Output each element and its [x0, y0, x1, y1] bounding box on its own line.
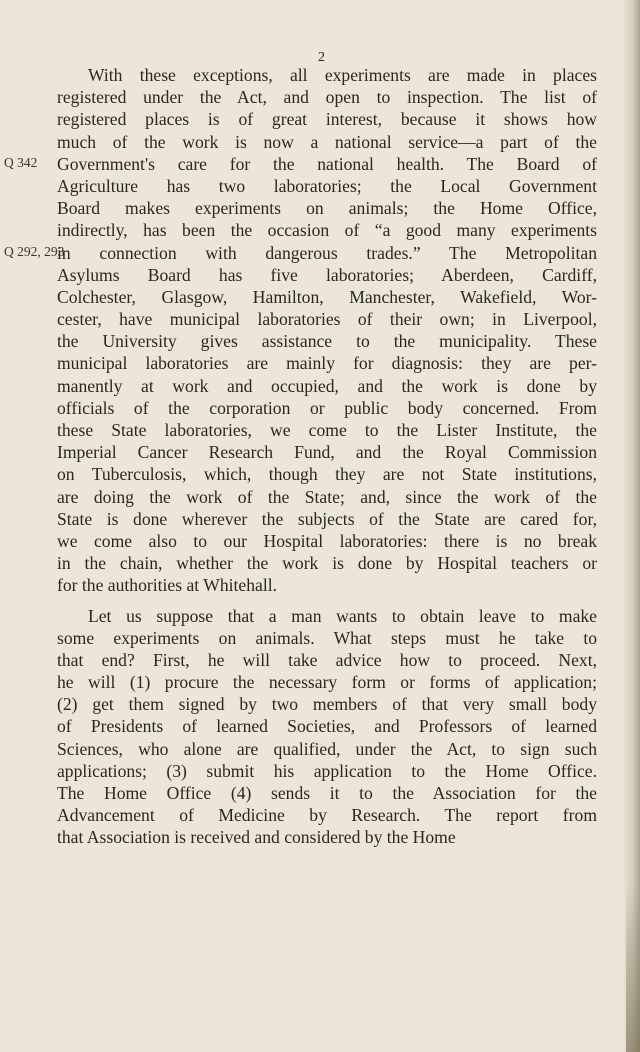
text-line: Asylums Board has five laboratories; Aberdeen, Cardiff,: [57, 264, 597, 285]
text-line: cester, have municipal laboratories of their own; in Liverpool,: [57, 309, 597, 330]
body-text: [57, 64, 597, 849]
paragraph-1: [57, 64, 597, 597]
text-line: Colchester, Glasgow, Hamilton, Manchester, Wakefield, Wor-: [57, 286, 597, 307]
text-line: registered places is of great interest, because it shows how: [57, 109, 597, 130]
text-line: Government's care for the national health. The Board of: [57, 153, 597, 174]
text-line: indirectly, has been the occasion of “a good many experiments: [57, 220, 597, 241]
text-line: on Tuberculosis, which, though they are not State institutions,: [57, 464, 597, 485]
text-line: Agriculture has two laboratories; the Local Government: [57, 175, 597, 196]
text-line: manently at work and occupied, and the work is done by: [57, 375, 597, 396]
text-line: Sciences, who alone are qualified, under the Act, to sign such: [57, 738, 597, 759]
text-line: municipal laboratories are mainly for diagnosis: they are per-: [57, 353, 597, 374]
text-line: Let us suppose that a man wants to obtain leave to make: [88, 605, 597, 626]
text-line: officials of the corporation or public body concerned. From: [57, 397, 597, 418]
text-line: are doing the work of the State; and, since the work of the: [57, 486, 597, 507]
text-line: he will (1) procure the necessary form or forms of application;: [57, 672, 597, 693]
text-line: The Home Office (4) sends it to the Association for the: [57, 783, 597, 803]
text-line: applications; (3) submit his application to the Home Office.: [57, 760, 597, 781]
text-line: much of the work is now a national service—a part of the: [57, 131, 597, 152]
text-line: State is done wherever the subjects of the State are cared for,: [57, 508, 597, 529]
text-line: Board makes experiments on animals; the Home Office,: [57, 198, 597, 219]
margin-note-q342: Q 342: [4, 155, 38, 170]
text-line: these State laboratories, we come to the Lister Institute, the: [57, 420, 597, 440]
text-line: that Association is received and considered by the Home: [57, 827, 456, 848]
text-line: With these exceptions, all experiments are made in places: [88, 65, 597, 85]
text-line: we come also to our Hospital laboratories: there is no break: [57, 530, 597, 551]
text-line: registered under the Act, and open to inspection. The list of: [57, 87, 597, 108]
paragraph-2: [57, 605, 597, 849]
text-line: Advancement of Medicine by Research. The report from: [57, 805, 597, 826]
text-line: some experiments on animals. What steps must he take to: [57, 627, 597, 648]
page-number: 2: [318, 50, 325, 65]
margin-note-q292-293: Q 292, 293: [4, 244, 65, 259]
text-line: the University gives assistance to the municipality. These: [57, 331, 597, 352]
text-line: (2) get them signed by two members of that very small body: [57, 694, 597, 715]
text-line: in the chain, whether the work is done by Hospital teachers or: [57, 553, 597, 574]
text-line: in connection with dangerous trades.” The Metropolitan: [57, 242, 597, 263]
text-line: for the authorities at Whitehall.: [57, 575, 278, 596]
page-edge-stain: [626, 880, 640, 1052]
text-line: that end? First, he will take advice how to proceed. Next,: [57, 649, 597, 670]
text-line: of Presidents of learned Societies, and Professors of learned: [57, 716, 597, 737]
text-line: Imperial Cancer Research Fund, and the Royal Commission: [57, 442, 597, 463]
